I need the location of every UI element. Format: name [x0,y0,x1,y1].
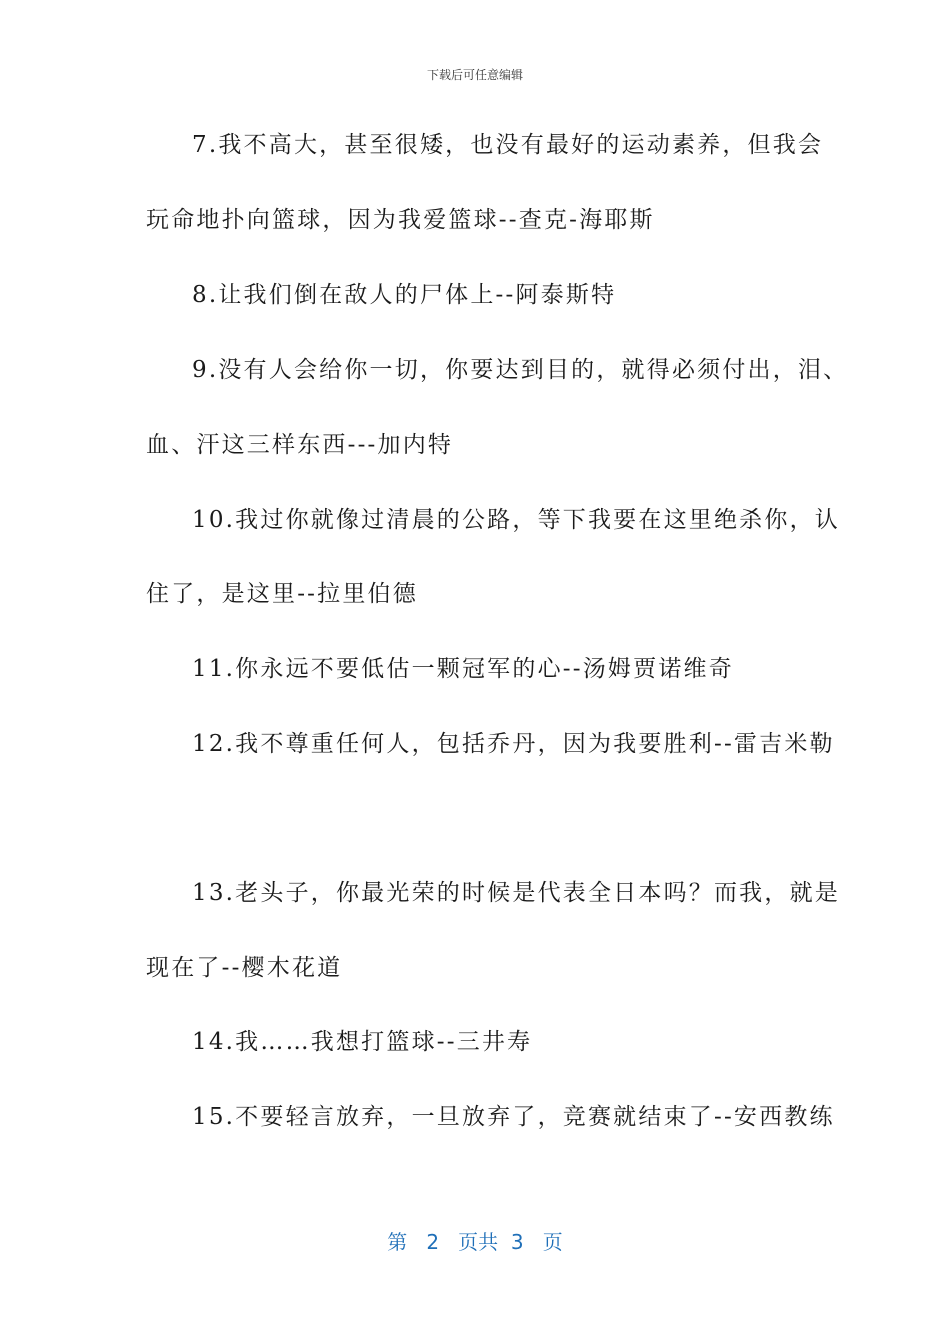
quote-10-line-1: 10.我过你就像过清晨的公路，等下我要在这里绝杀你，认 [192,507,840,533]
quote-13-line-1: 13.老头子，你最光荣的时候是代表全日本吗？而我，就是 [192,880,840,906]
quote-11: 11.你永远不要低估一颗冠军的心--汤姆贾诺维奇 [192,656,734,682]
footer-suffix: 页 [542,1230,563,1254]
quote-8: 8.让我们倒在敌人的尸体上--阿泰斯特 [192,282,617,308]
page-footer [0,1226,950,1255]
quote-7-line-2: 玩命地扑向篮球，因为我爱篮球--查克-海耶斯 [146,207,655,233]
footer-prefix: 第 [387,1230,408,1254]
footer-page-number: 2 [426,1230,440,1254]
page-header-note: 下载后可任意编辑 [426,68,523,82]
quote-14: 14.我……我想打篮球--三井寿 [192,1029,533,1055]
quote-7-line-1: 7.我不高大，甚至很矮，也没有最好的运动素养，但我会 [192,132,824,158]
footer-middle: 页共 [458,1230,499,1254]
quote-13-line-2: 现在了--樱木花道 [146,955,343,981]
quote-9-line-2: 血、汗这三样东西---加内特 [146,432,454,458]
footer-total-pages: 3 [510,1230,524,1254]
quote-9-line-1: 9.没有人会给你一切，你要达到目的，就得必须付出，泪、 [192,357,849,383]
quote-12: 12.我不尊重任何人，包括乔丹，因为我要胜利--雷吉米勒 [192,731,835,757]
quote-15: 15.不要轻言放弃，一旦放弃了，竞赛就结束了--安西教练 [192,1104,835,1130]
quote-10-line-2: 住了，是这里--拉里伯德 [146,581,418,607]
